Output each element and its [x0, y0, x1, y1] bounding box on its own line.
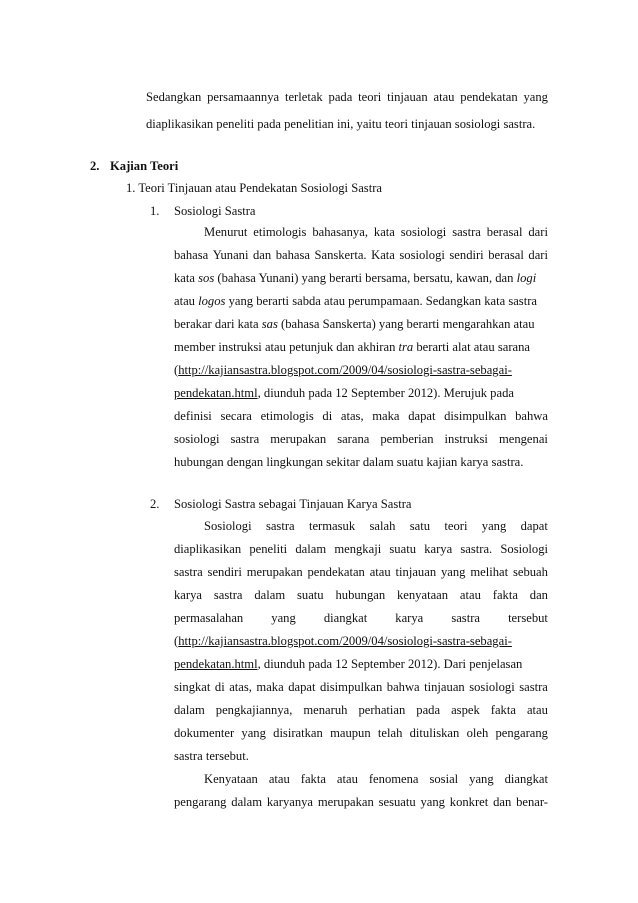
- item1-line-10: [174, 431, 548, 447]
- word: di: [214, 680, 225, 694]
- word: sosiologi: [174, 432, 220, 446]
- word: pada: [416, 703, 441, 717]
- word: termasuk: [308, 519, 356, 533]
- text: atau: [174, 294, 199, 308]
- word: diangkat: [504, 772, 548, 786]
- word: yang: [241, 726, 266, 740]
- word: sesuatu: [378, 795, 416, 809]
- item2-line-10: [174, 725, 548, 741]
- word: instruksi: [444, 432, 488, 446]
- word: suatu: [389, 542, 416, 556]
- word: atau: [526, 703, 548, 717]
- word: melihat: [470, 565, 509, 579]
- item2-line-9: [174, 702, 548, 718]
- word: sendiri: [449, 248, 484, 262]
- text: kata: [174, 271, 199, 285]
- word: bahasanya,: [312, 225, 368, 239]
- word: sastra: [174, 565, 203, 579]
- word: teori: [444, 519, 468, 533]
- word: peneliti: [249, 542, 288, 556]
- word: yang: [481, 519, 507, 533]
- word: fenomena: [368, 772, 419, 786]
- word: dan: [252, 248, 272, 262]
- text: berakar dari kata: [174, 317, 262, 331]
- word: Menurut: [204, 225, 248, 239]
- word: sendiri: [207, 565, 242, 579]
- word: kata: [373, 225, 395, 239]
- word: yang: [469, 772, 494, 786]
- item1-line-8: [174, 385, 514, 401]
- word: maupun: [330, 726, 371, 740]
- word: Sosiologi: [500, 542, 548, 556]
- word: dalam: [295, 542, 327, 556]
- word: Sanskerta.: [314, 248, 367, 262]
- word: atau: [433, 90, 455, 104]
- word: satu: [409, 519, 431, 533]
- word: tersebut: [508, 611, 548, 625]
- item1-line-7: [174, 362, 512, 378]
- word: benar-: [516, 795, 548, 809]
- text: (: [174, 634, 179, 648]
- word: sarana: [337, 432, 370, 446]
- text: yang berarti sabda atau perumpamaan. Sedangkan kata sastra: [225, 294, 537, 308]
- item2-line-8: [174, 679, 548, 695]
- word: Sosiologi: [204, 519, 252, 533]
- word: dalam: [174, 703, 205, 717]
- item1-line-6: [174, 339, 530, 355]
- word: konkret: [449, 795, 489, 809]
- word: karya: [395, 611, 424, 625]
- word: disimpulkan: [444, 409, 507, 423]
- word: dapat: [408, 409, 436, 423]
- word: berasal: [486, 225, 523, 239]
- item1-line-11: hubungan dengan lingkungan sekitar dalam suatu kajian karya sastra.: [174, 455, 524, 469]
- term-tra: tra: [398, 340, 414, 354]
- word: atas,: [229, 680, 252, 694]
- word: pendekatan: [307, 565, 365, 579]
- subsection-title: 1. Teori Tinjauan atau Pendekatan Sosiologi Sastra: [126, 181, 382, 195]
- word: salah: [369, 519, 396, 533]
- word: pemberian: [380, 432, 434, 446]
- word: telah: [377, 726, 403, 740]
- word: diangkat: [323, 611, 368, 625]
- word: dan: [493, 795, 512, 809]
- word: sastra: [451, 611, 480, 625]
- word: persamaannya: [207, 90, 280, 104]
- word: sastra: [213, 588, 243, 602]
- word: merupakan: [246, 565, 303, 579]
- word: yang: [440, 565, 466, 579]
- word: karyanya: [266, 795, 314, 809]
- word: yang: [271, 611, 296, 625]
- item2-line-1: [204, 518, 548, 534]
- section-title: Kajian Teori: [110, 159, 179, 173]
- word: aspek: [451, 703, 480, 717]
- word: Kata: [371, 248, 395, 262]
- word: atau: [268, 772, 290, 786]
- word: dari: [528, 225, 548, 239]
- word: fakta: [490, 703, 516, 717]
- word: dapat: [520, 519, 548, 533]
- item2-line-13: [174, 794, 548, 810]
- word: hubungan: [335, 588, 386, 602]
- text: (bahasa Sanskerta) yang berarti mengarahkan atau: [277, 317, 535, 331]
- word: fakta: [300, 772, 326, 786]
- word: mengkaji: [334, 542, 382, 556]
- word: kenyataan: [397, 588, 449, 602]
- word: sastra: [230, 432, 260, 446]
- item1-line-1: [204, 224, 548, 240]
- word: pada: [328, 90, 353, 104]
- item2-line-6: [174, 633, 512, 649]
- source-link[interactable]: pendekatan.html: [174, 386, 258, 400]
- word: dokumenter: [174, 726, 235, 740]
- source-link[interactable]: http://kajiansastra.blogspot.com/2009/04/sosiologi-sastra-sebagai-: [178, 363, 512, 377]
- word: dapat: [288, 680, 316, 694]
- word: sastra: [265, 519, 295, 533]
- word: terletak: [284, 90, 323, 104]
- item2-number: 2.: [150, 497, 160, 511]
- word: tinjauan: [387, 90, 428, 104]
- text: , diunduh pada 12 September 2012). Merujuk pada: [257, 386, 514, 400]
- item1-line-3: [174, 270, 536, 286]
- word: atau: [336, 772, 358, 786]
- word: sosiologi: [399, 248, 445, 262]
- text: berarti alat atau sarana: [413, 340, 531, 354]
- term-logi: logi: [516, 271, 537, 285]
- word: oleh: [466, 726, 489, 740]
- item2-line-7: [174, 656, 522, 672]
- word: perhatian: [358, 703, 406, 717]
- text: , diunduh pada 12 September 2012). Dari penjelasan: [257, 657, 523, 671]
- item2-line-2: [174, 541, 548, 557]
- word: bahasa: [174, 248, 209, 262]
- word: pengkajiannya,: [215, 703, 293, 717]
- word: bahasa: [275, 248, 310, 262]
- word: dari: [528, 248, 548, 262]
- word: dalam: [254, 588, 286, 602]
- source-link[interactable]: pendekatan.html: [174, 657, 258, 671]
- term-sos: sos: [198, 271, 215, 285]
- word: tinjauan: [395, 565, 437, 579]
- source-link[interactable]: http://kajiansastra.blogspot.com/2009/04/sosiologi-sastra-sebagai-: [178, 634, 512, 648]
- word: karya: [424, 542, 453, 556]
- word: Yunani: [212, 248, 249, 262]
- word: sastra: [519, 680, 548, 694]
- item1-line-2: [174, 247, 548, 263]
- word: maka: [256, 680, 284, 694]
- word: Sedangkan: [146, 90, 202, 104]
- word: pengarang: [495, 726, 548, 740]
- word: karya: [174, 588, 202, 602]
- word: disimpulkan: [319, 680, 383, 694]
- word: menaruh: [303, 703, 348, 717]
- term-logos: logos: [198, 294, 226, 308]
- intro-line-1: [146, 89, 548, 105]
- word: sosial: [429, 772, 459, 786]
- word: bahwa: [386, 680, 420, 694]
- item2-line-5: [174, 610, 548, 626]
- intro-line-2: diaplikasikan peneliti pada penelitian ini, yaitu teori tinjauan sosiologi sastra.: [146, 117, 536, 131]
- word: etimologis: [260, 409, 314, 423]
- word: diaplikasikan: [174, 542, 242, 556]
- item1-heading: Sosiologi Sastra: [174, 204, 256, 218]
- word: maka: [372, 409, 400, 423]
- word: suatu: [297, 588, 324, 602]
- word: permasalahan: [174, 611, 244, 625]
- item2-heading: Sosiologi Sastra sebagai Tinjauan Karya Sastra: [174, 497, 412, 511]
- word: singkat: [174, 680, 211, 694]
- text: member instruksi atau petunjuk dan akhiran: [174, 340, 399, 354]
- word: disiratkan: [273, 726, 323, 740]
- word: sosiologi: [469, 680, 515, 694]
- word: fakta: [492, 588, 518, 602]
- section-number: 2.: [90, 159, 100, 173]
- word: mengenai: [498, 432, 548, 446]
- item2-line-4: [174, 587, 548, 603]
- word: yang: [523, 90, 548, 104]
- item2-line-3: [174, 564, 548, 580]
- word: berasal: [488, 248, 524, 262]
- word: merupakan: [317, 795, 374, 809]
- item1-line-9: [174, 408, 548, 424]
- item1-line-5: [174, 316, 535, 332]
- text: (bahasa Yunani) yang berarti bersama, bersatu, kawan, dan: [214, 271, 517, 285]
- word: teori: [358, 90, 382, 104]
- word: bahwa: [515, 409, 548, 423]
- item1-line-4: [174, 293, 537, 309]
- word: sastra: [452, 225, 481, 239]
- word: pengarang: [174, 795, 227, 809]
- item2-line-12: [204, 771, 548, 787]
- word: sosiologi: [400, 225, 447, 239]
- term-sas: sas: [261, 317, 278, 331]
- word: pendekatan: [460, 90, 518, 104]
- word: dan: [529, 588, 548, 602]
- item2-line-11: sastra tersebut.: [174, 749, 249, 763]
- word: sastra.: [460, 542, 493, 556]
- item1-number: 1.: [150, 204, 160, 218]
- word: yang: [420, 795, 445, 809]
- word: sebuah: [512, 565, 548, 579]
- word: atau: [369, 565, 391, 579]
- word: etimologis: [253, 225, 307, 239]
- word: atau: [459, 588, 481, 602]
- word: Kenyataan: [204, 772, 258, 786]
- text: (: [174, 363, 179, 377]
- word: dituliskan: [409, 726, 460, 740]
- word: atas,: [340, 409, 364, 423]
- word: tinjauan: [424, 680, 465, 694]
- word: dalam: [231, 795, 263, 809]
- word: secara: [220, 409, 252, 423]
- word: di: [322, 409, 333, 423]
- word: merupakan: [270, 432, 327, 446]
- word: definisi: [174, 409, 212, 423]
